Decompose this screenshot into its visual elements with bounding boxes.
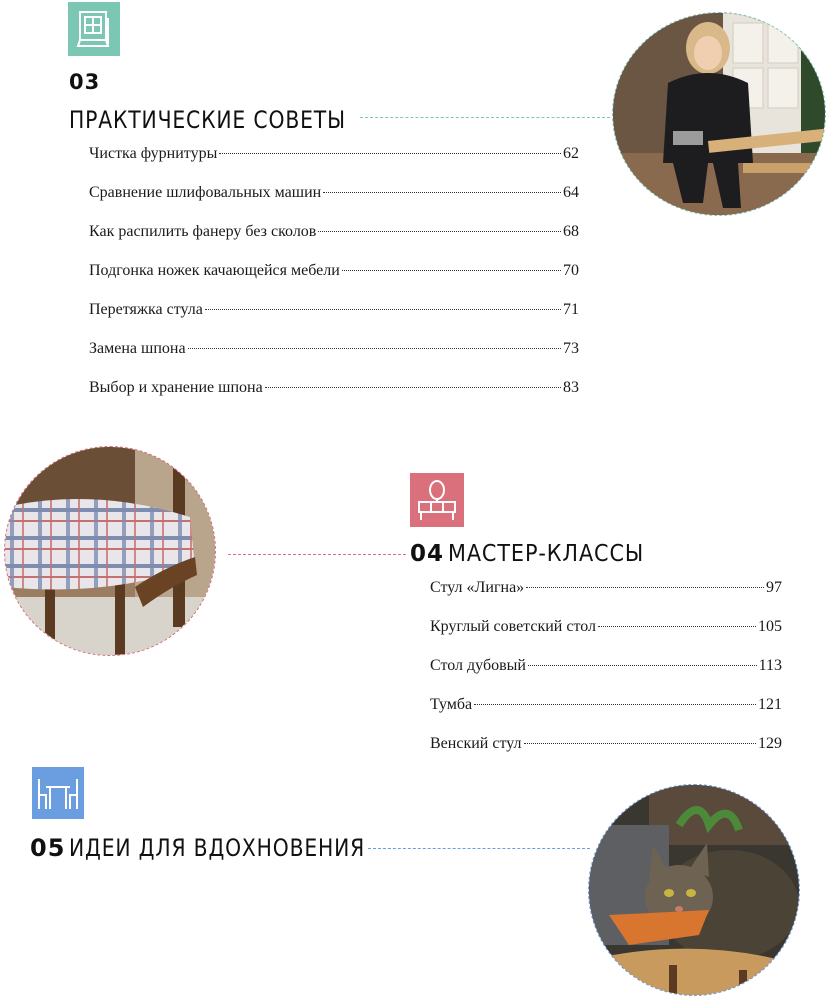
section-03-dashline <box>360 117 610 118</box>
toc-item-title: Венский стул <box>430 735 522 752</box>
dressing-table-icon <box>415 478 459 522</box>
toc-item-page: 71 <box>563 301 579 318</box>
workbench-icon <box>74 8 114 50</box>
toc-leader <box>323 192 561 193</box>
toc-item-page: 64 <box>563 184 579 201</box>
toc-leader <box>524 743 757 744</box>
toc-leader <box>474 704 756 705</box>
table-chairs-icon <box>36 773 80 813</box>
toc-item-page: 68 <box>563 223 579 240</box>
section-04-dashline <box>228 554 406 555</box>
section-05-number: 05 <box>30 834 66 862</box>
section-04-icon <box>410 473 464 527</box>
photo-woman-sawing <box>612 12 826 216</box>
section-04-toc <box>430 579 782 774</box>
toc-item[interactable] <box>430 735 782 774</box>
section-05-icon <box>32 767 84 819</box>
photo-cat <box>588 784 800 996</box>
section-05-title: ИДЕИ ДЛЯ ВДОХНОВЕНИЯ <box>69 834 366 862</box>
toc-item[interactable] <box>89 340 579 379</box>
toc-item-title: Выбор и хранение шпона <box>89 379 263 396</box>
toc-item[interactable] <box>89 379 579 418</box>
toc-item[interactable] <box>430 579 782 618</box>
toc-item-title: Замена шпона <box>89 340 186 357</box>
toc-leader <box>265 387 561 388</box>
cat-image <box>589 785 800 996</box>
section-05-dashline <box>368 848 590 849</box>
toc-item-title: Чистка фурнитуры <box>89 145 218 162</box>
toc-item-title: Как распилить фанеру без сколов <box>89 223 317 240</box>
toc-item-title: Сравнение шлифовальных машин <box>89 184 322 201</box>
toc-item-title: Перетяжка стула <box>89 301 203 318</box>
plaid-chair-image <box>5 447 216 656</box>
toc-item-page: 70 <box>563 262 579 279</box>
section-04-number: 04 <box>410 541 445 567</box>
toc-item-title: Стол дубовый <box>430 657 526 674</box>
toc-item-page: 129 <box>758 735 782 752</box>
toc-leader <box>318 231 561 232</box>
toc-leader <box>219 153 561 154</box>
toc-item[interactable] <box>430 696 782 735</box>
toc-leader <box>598 626 756 627</box>
toc-leader <box>528 665 757 666</box>
toc-leader <box>342 270 561 271</box>
toc-item-title: Тумба <box>430 696 473 713</box>
toc-item[interactable] <box>430 657 782 696</box>
toc-item-title: Круглый советский стол <box>430 618 597 635</box>
toc-item[interactable] <box>430 618 782 657</box>
toc-item[interactable] <box>89 223 579 262</box>
toc-item-page: 97 <box>766 579 782 596</box>
toc-item[interactable] <box>89 184 579 223</box>
toc-leader <box>205 309 561 310</box>
toc-item[interactable] <box>89 145 579 184</box>
toc-item[interactable] <box>89 262 579 301</box>
section-03-toc <box>89 145 579 418</box>
photo-plaid-chair <box>4 446 216 656</box>
toc-item[interactable] <box>89 301 579 340</box>
section-03-number: 03 <box>69 70 101 94</box>
section-03-title: ПРАКТИЧЕСКИЕ СОВЕТЫ <box>69 106 346 134</box>
toc-leader <box>188 348 561 349</box>
toc-item-page: 121 <box>758 696 782 713</box>
toc-leader <box>526 587 764 588</box>
section-04-title: МАСТЕР-КЛАССЫ <box>448 541 645 567</box>
toc-item-title: Подгонка ножек качающейся мебели <box>89 262 340 279</box>
toc-item-page: 62 <box>563 145 579 162</box>
toc-item-page: 105 <box>758 618 782 635</box>
toc-item-title: Стул «Лигна» <box>430 579 525 596</box>
woman-sawing-image <box>613 13 826 216</box>
toc-item-page: 113 <box>758 657 782 674</box>
toc-item-page: 73 <box>563 340 579 357</box>
toc-item-page: 83 <box>563 379 579 396</box>
section-03-icon <box>68 2 120 56</box>
